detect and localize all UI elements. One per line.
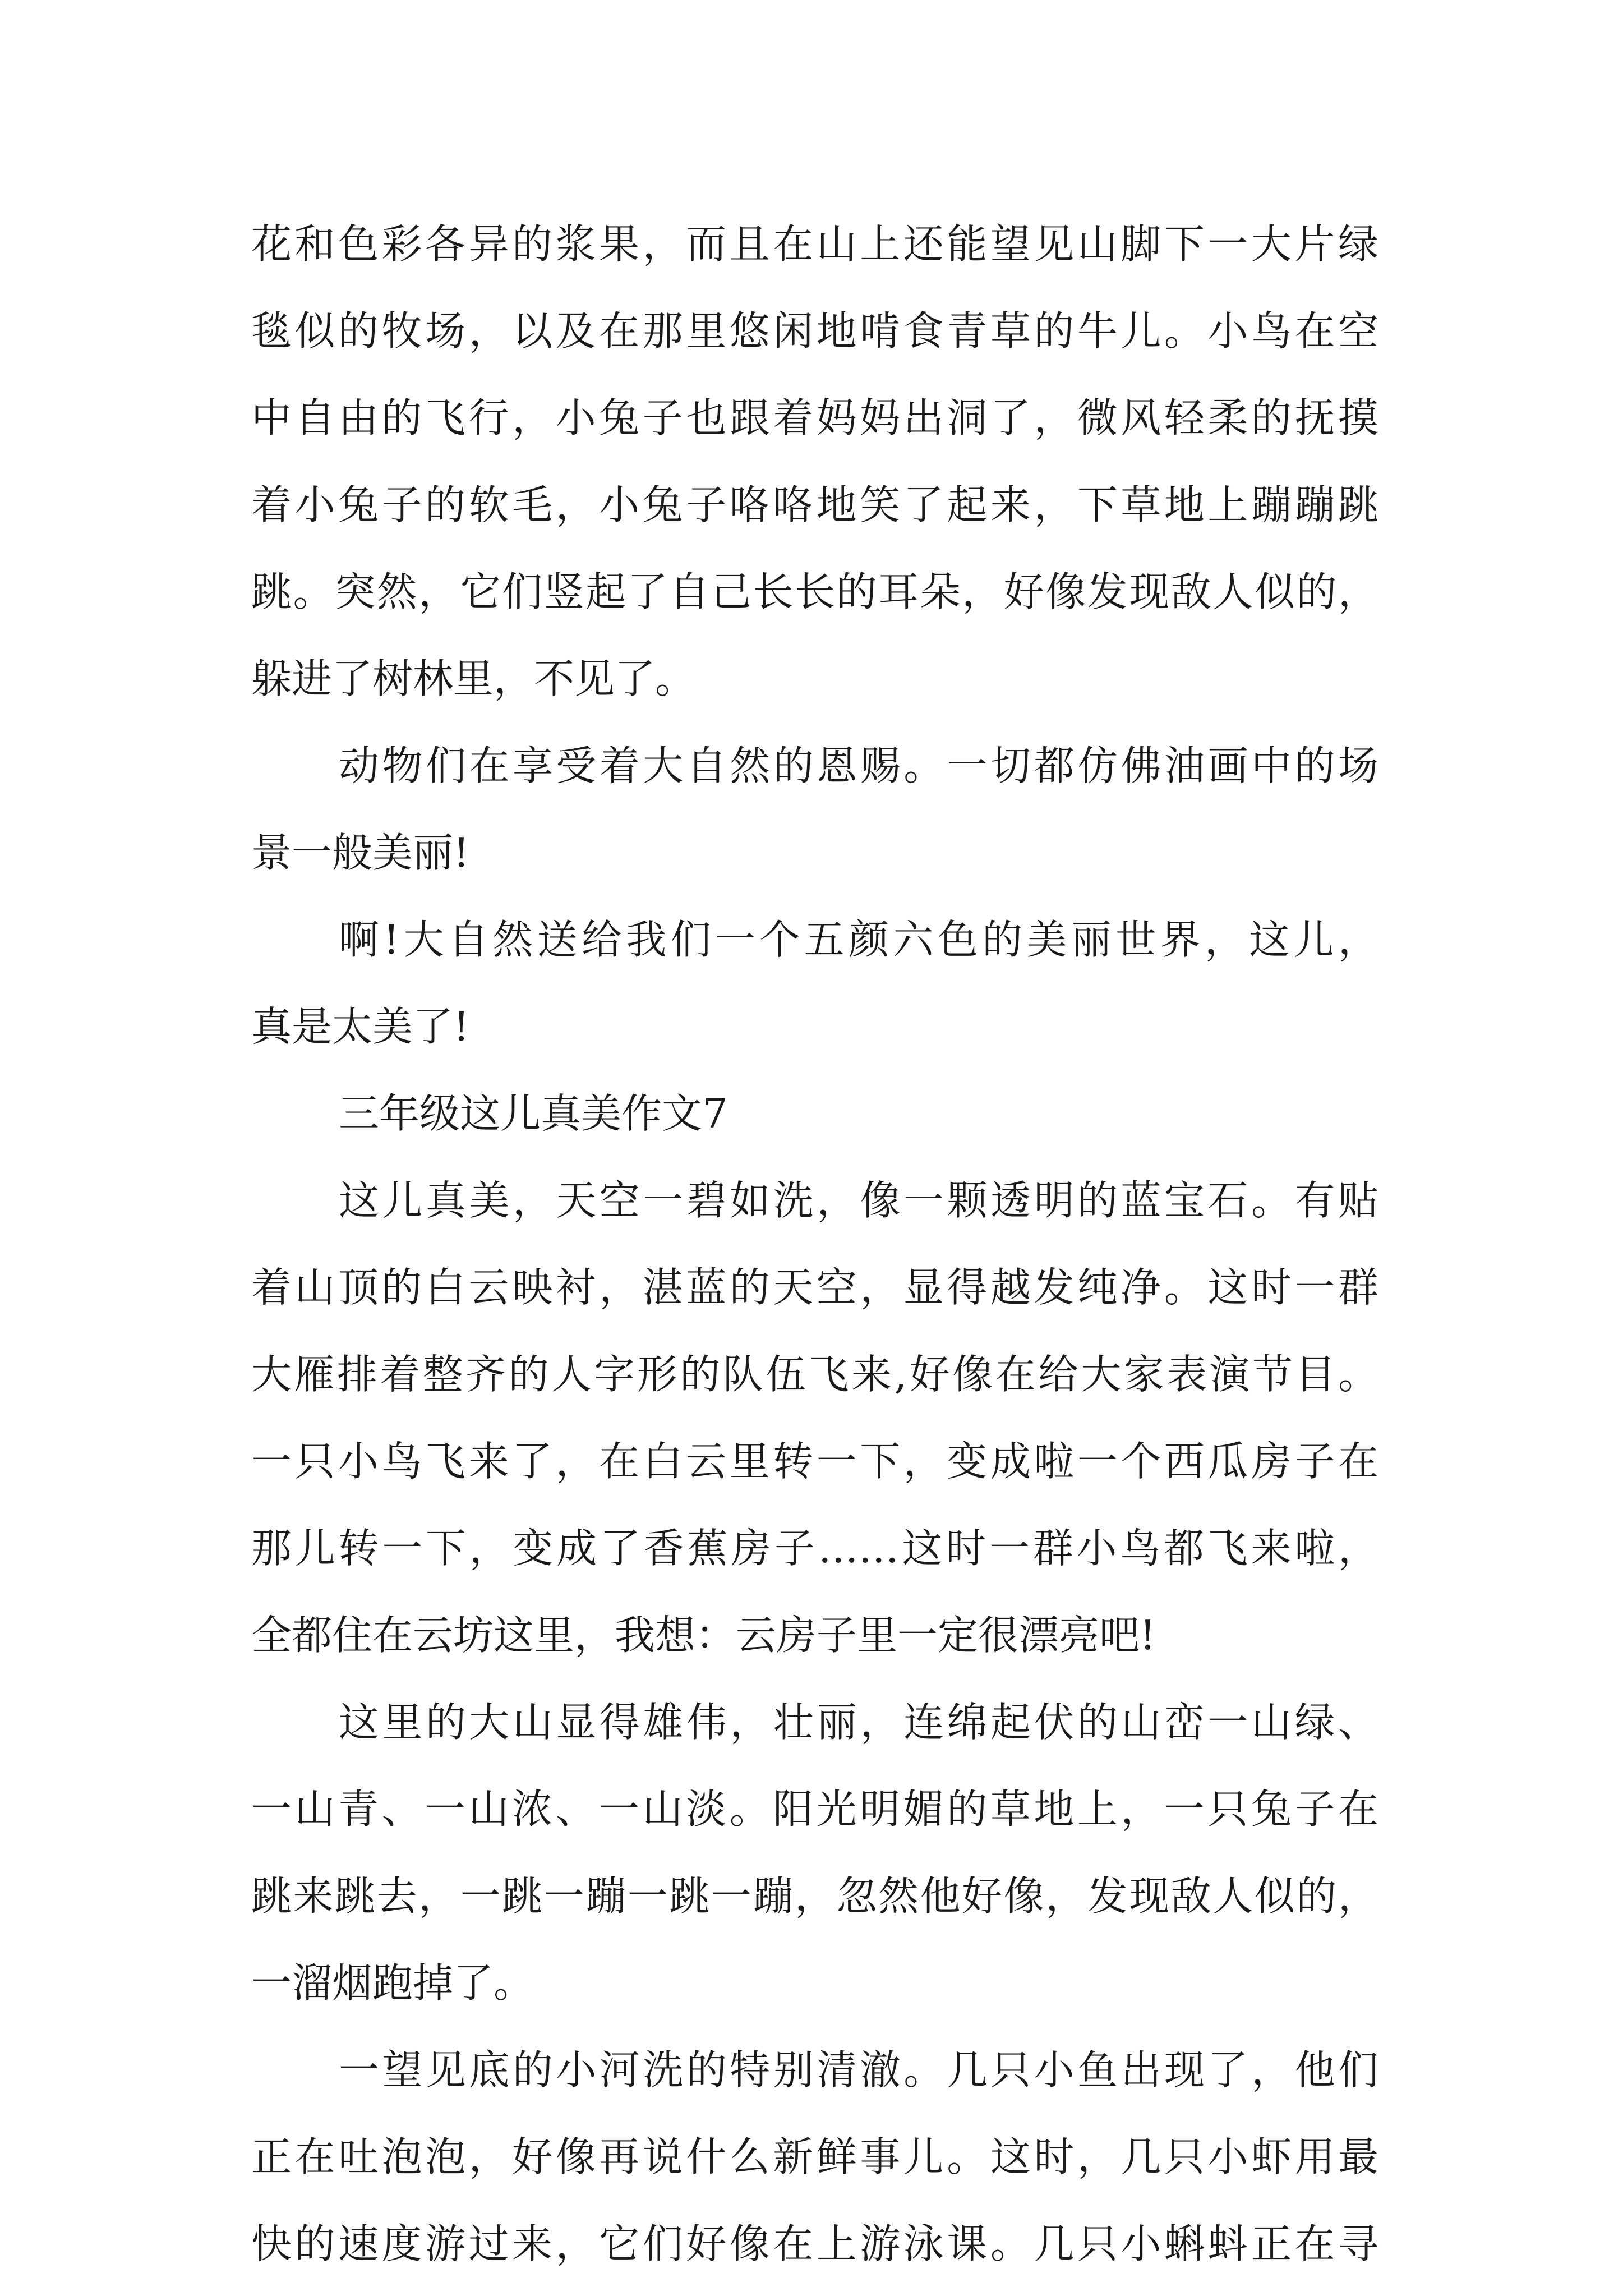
text-line: 真是太美了!	[251, 1003, 469, 1050]
text-line: 跳。突然，它们竖起了自己长长的耳朵，好像发现敌人似的，	[251, 568, 1378, 615]
text-line: 一山青、一山浓、一山淡。阳光明媚的草地上，一只兔子在	[251, 1786, 1378, 1833]
text-line: 着山顶的白云映衬，湛蓝的天空，显得越发纯净。这时一群	[251, 1264, 1378, 1311]
text-line: 大雁排着整齐的人字形的队伍飞来,好像在给大家表演节目。	[251, 1351, 1378, 1398]
text-line: 啊!大自然送给我们一个五颜六色的美丽世界，这儿，	[339, 916, 1378, 963]
text-line: 着小兔子的软毛，小兔子咯咯地笑了起来，下草地上蹦蹦跳	[251, 481, 1378, 528]
text-line: 一只小鸟飞来了，在白云里转一下，变成啦一个西瓜房子在	[251, 1438, 1378, 1485]
text-line: 景一般美丽!	[251, 829, 469, 876]
text-line: 一溜烟跑掉了。	[251, 1959, 534, 2007]
text-line: 动物们在享受着大自然的恩赐。一切都仿佛油画中的场	[339, 742, 1378, 789]
text-line: 那儿转一下，变成了香蕉房子……这时一群小鸟都飞来啦，	[251, 1525, 1378, 1572]
text-line: 花和色彩各异的浆果，而且在山上还能望见山脚下一大片绿	[251, 220, 1378, 268]
text-line: 一望见底的小河洗的特别清澈。几只小鱼出现了，他们	[339, 2046, 1378, 2093]
text-line: 跳来跳去，一跳一蹦一跳一蹦，忽然他好像，发现敌人似的，	[251, 1872, 1378, 1920]
text-line: 这里的大山显得雄伟，壮丽，连绵起伏的山峦一山绿、	[339, 1699, 1378, 1746]
text-line: 这儿真美，天空一碧如洗，像一颗透明的蓝宝石。有贴	[339, 1177, 1378, 1224]
section-heading: 三年级这儿真美作文7	[339, 1090, 728, 1137]
text-line: 毯似的牧场，以及在那里悠闲地啃食青草的牛儿。小鸟在空	[251, 307, 1378, 355]
text-line: 中自由的飞行，小兔子也跟着妈妈出洞了，微风轻柔的抚摸	[251, 394, 1378, 441]
text-line: 正在吐泡泡，好像再说什么新鲜事儿。这时，几只小虾用最	[251, 2133, 1378, 2180]
text-line: 全都住在云坊这里，我想：云房子里一定很漂亮吧!	[251, 1612, 1156, 1659]
text-line: 快的速度游过来，它们好像在上游泳课。几只小蝌蚪正在寻	[251, 2220, 1378, 2267]
text-line: 躲进了树林里，不见了。	[251, 655, 696, 702]
